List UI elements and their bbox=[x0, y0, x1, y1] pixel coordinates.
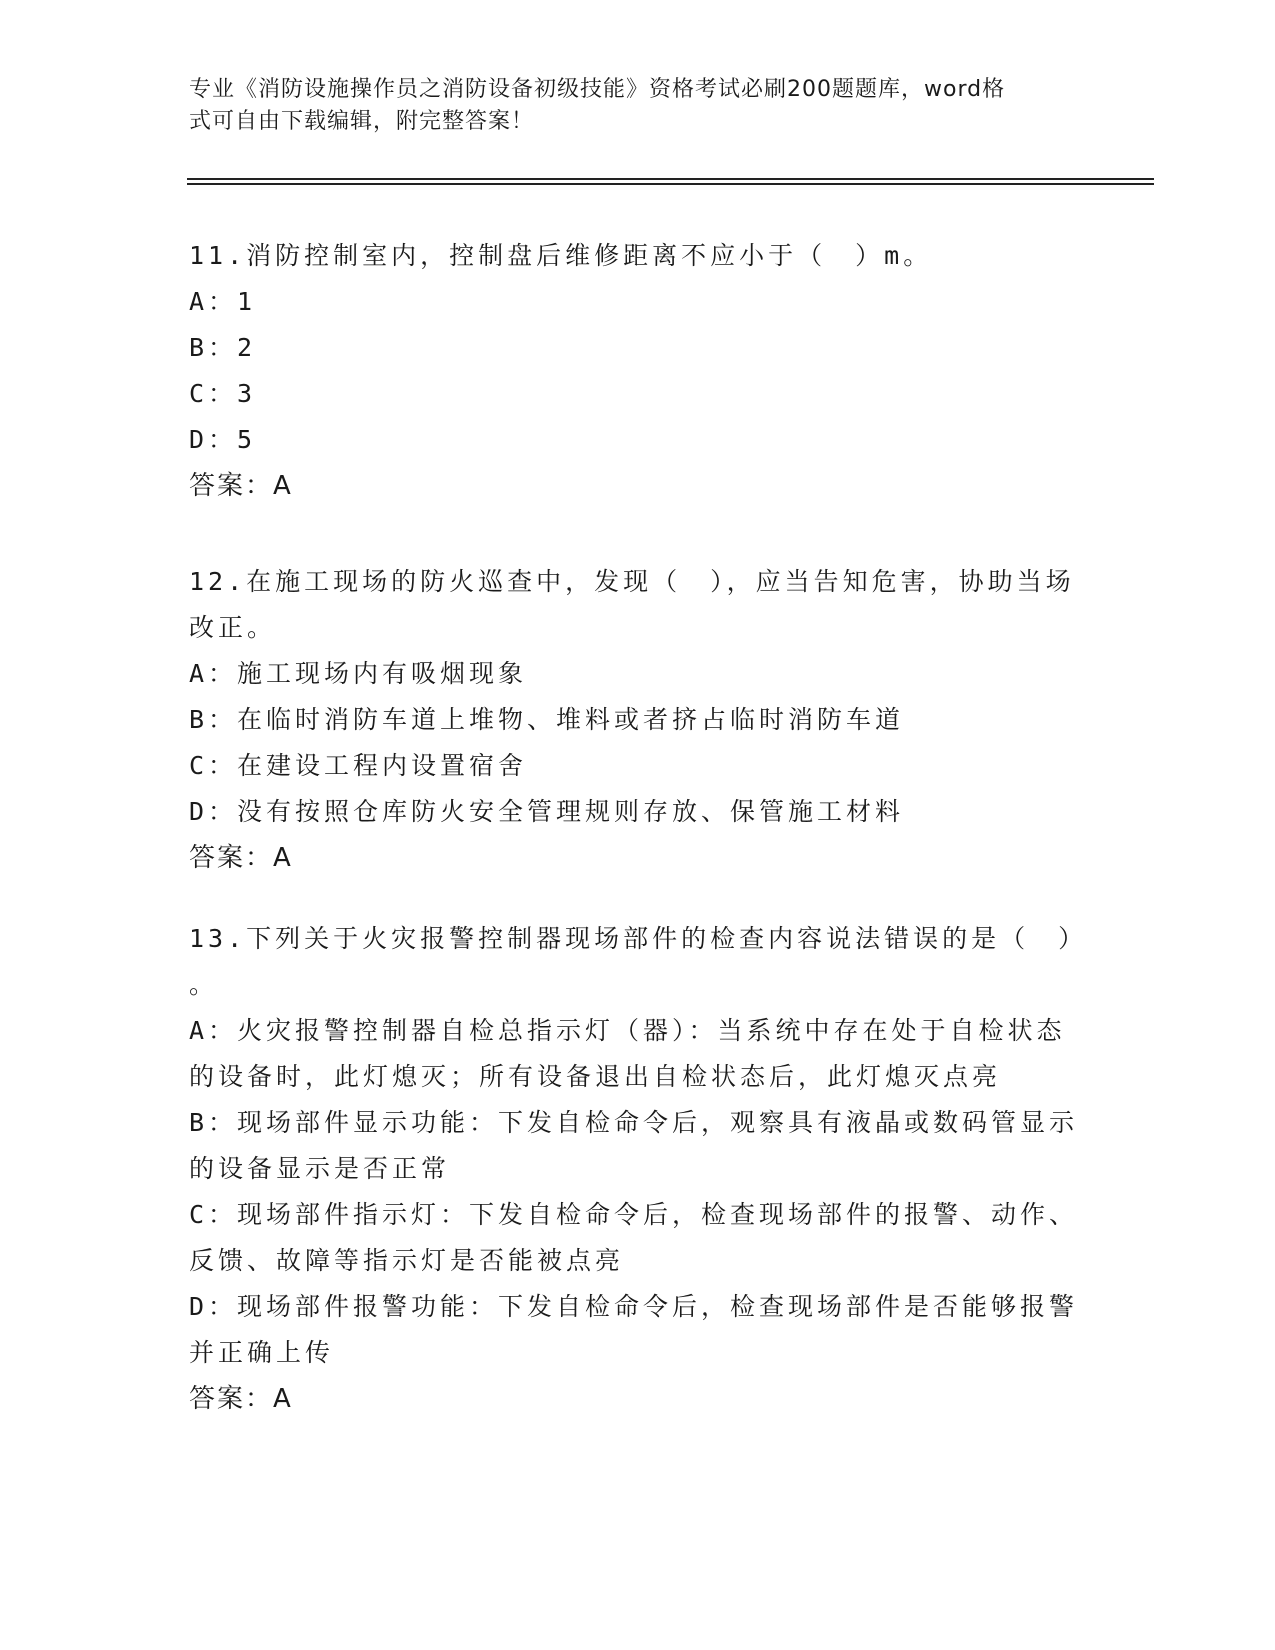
option-b-continued: 的设备显示是否正常 bbox=[189, 1154, 451, 1183]
option-b: B：现场部件显示功能：下发自检命令后，观察具有液晶或数码管显示 bbox=[189, 1108, 1079, 1137]
question-stem-continued: 改正。 bbox=[189, 613, 277, 642]
option-c: C：现场部件指示灯：下发自检命令后，检查现场部件的报警、动作、 bbox=[189, 1200, 1079, 1229]
option-d: D：现场部件报警功能：下发自检命令后，检查现场部件是否能够报警 bbox=[189, 1292, 1079, 1321]
header-divider-bottom bbox=[187, 183, 1154, 185]
answer: 答案：A bbox=[189, 843, 293, 873]
header-line-1: 专业《消防设施操作员之消防设备初级技能》资格考试必刷200题题库，word格 bbox=[189, 77, 1006, 102]
option-c-continued: 反馈、故障等指示灯是否能被点亮 bbox=[189, 1246, 625, 1275]
option-c: C：在建设工程内设置宿舍 bbox=[189, 751, 528, 780]
option-d: D：5 bbox=[189, 425, 257, 454]
question-stem: 11.消防控制室内，控制盘后维修距离不应小于（ ）m。 bbox=[189, 241, 933, 270]
answer: 答案：A bbox=[189, 1384, 293, 1414]
question-13 bbox=[189, 916, 1088, 1422]
option-b: B：2 bbox=[189, 333, 257, 362]
option-a: A：1 bbox=[189, 287, 257, 316]
option-a: A：火灾报警控制器自检总指示灯（器）：当系统中存在处于自检状态 bbox=[189, 1016, 1066, 1045]
document-header bbox=[189, 74, 1089, 138]
option-b: B：在临时消防车道上堆物、堆料或者挤占临时消防车道 bbox=[189, 705, 905, 734]
question-stem-continued: 。 bbox=[189, 970, 219, 999]
header-divider-top bbox=[187, 178, 1154, 180]
answer: 答案：A bbox=[189, 471, 293, 501]
question-stem: 12.在施工现场的防火巡查中，发现（ ），应当告知危害，协助当场 bbox=[189, 567, 1075, 596]
question-stem: 13.下列关于火灾报警控制器现场部件的检查内容说法错误的是（ ） bbox=[189, 924, 1088, 953]
question-11 bbox=[189, 233, 1069, 509]
option-c: C：3 bbox=[189, 379, 257, 408]
option-d: D：没有按照仓库防火安全管理规则存放、保管施工材料 bbox=[189, 797, 905, 826]
option-a: A：施工现场内有吸烟现象 bbox=[189, 659, 528, 688]
option-d-continued: 并正确上传 bbox=[189, 1338, 335, 1367]
header-line-2: 式可自由下载编辑，附完整答案！ bbox=[189, 109, 535, 134]
option-a-continued: 的设备时，此灯熄灭；所有设备退出自检状态后，此灯熄灭点亮 bbox=[189, 1062, 1002, 1091]
question-12 bbox=[189, 559, 1075, 881]
